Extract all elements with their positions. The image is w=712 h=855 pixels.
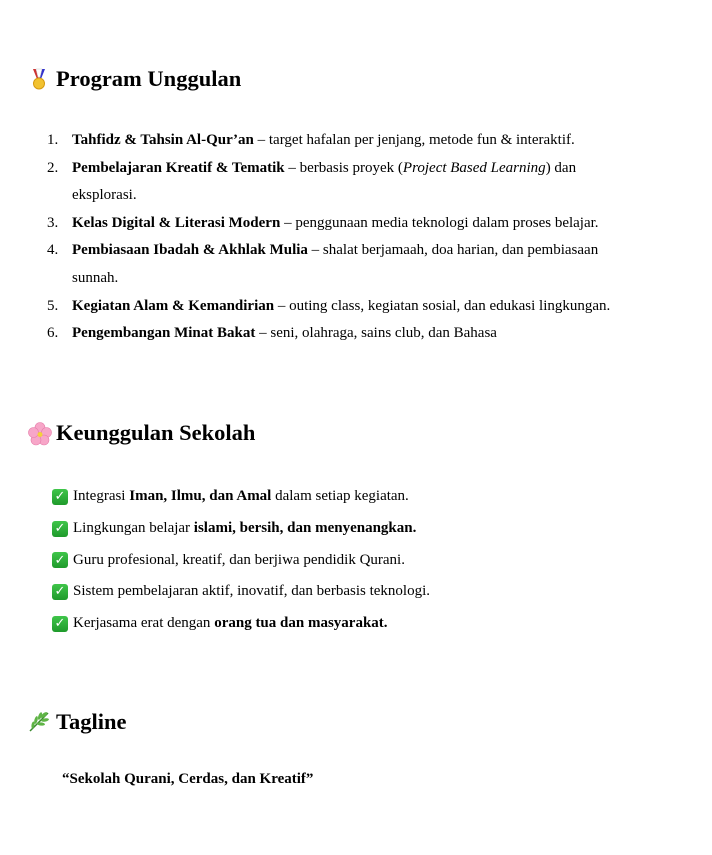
list-item-continuation [0, 182, 610, 210]
item-description: – penggunaan media teknologi dalam proses belajar. [280, 214, 599, 231]
list-item [0, 320, 610, 348]
check-mark-icon: ✓ [52, 552, 68, 568]
check-mark-icon: ✓ [52, 521, 68, 537]
item-number: 3. [47, 214, 59, 231]
item-description-end: ) dan [545, 159, 577, 176]
item-text [73, 488, 409, 505]
herb-icon [28, 711, 50, 733]
list-item [0, 127, 610, 155]
item-number: 2. [47, 159, 59, 176]
item-description: – berbasis proyek ( [284, 159, 403, 176]
item-italic: Project Based Learning [402, 159, 546, 176]
item-text-bold: islami, bersih, dan menyenangkan. [193, 520, 417, 537]
tagline-text: “Sekolah Qurani, Cerdas, dan Kreatif” [62, 771, 314, 787]
list-item [0, 210, 610, 238]
heading-text: Tagline [56, 709, 127, 734]
item-text-bold: Iman, Ilmu, dan Amal [129, 488, 272, 505]
item-continuation: sunnah. [72, 269, 119, 286]
item-title: Pengembangan Minat Bakat [72, 325, 256, 342]
list-item [52, 513, 430, 545]
list-item [0, 293, 610, 321]
heading-tagline [28, 709, 126, 735]
item-title: Pembiasaan Ibadah & Akhlak Mulia [72, 242, 308, 259]
item-title: Tahfidz & Tahsin Al-Qur’an [72, 132, 254, 148]
heading-program-unggulan [28, 66, 241, 92]
item-number: 5. [47, 297, 59, 314]
item-number: 6. [47, 325, 59, 342]
list-item [52, 544, 430, 576]
item-text-pre: Integrasi [73, 488, 130, 505]
check-mark-icon: ✓ [52, 584, 68, 600]
item-text [73, 552, 405, 569]
list-item [0, 237, 610, 265]
item-title: Pembelajaran Kreatif & Tematik [72, 159, 285, 176]
item-text-bold: orang tua dan masyarakat. [214, 615, 388, 632]
item-text-pre: Guru profesional, kreatif, dan berjiwa pendidik Qurani. [73, 551, 405, 568]
item-description: – seni, olahraga, sains club, dan Bahasa [255, 325, 497, 342]
list-item [52, 576, 430, 608]
item-description: – shalat berjamaah, doa harian, dan pembiasaan [307, 242, 599, 259]
item-number: 1. [47, 132, 59, 148]
item-text [73, 615, 388, 632]
check-mark-icon: ✓ [52, 489, 68, 505]
item-text-pre: Lingkungan belajar [73, 520, 194, 537]
list-item [52, 608, 430, 640]
keunggulan-list [52, 481, 430, 639]
item-description: – target hafalan per jenjang, metode fun & interaktif. [253, 132, 575, 148]
heading-text: Program Unggulan [56, 66, 242, 91]
item-text-pre: Sistem pembelajaran aktif, inovatif, dan berbasis teknologi. [73, 583, 430, 600]
heading-keunggulan-sekolah [28, 420, 255, 446]
item-title: Kelas Digital & Literasi Modern [72, 214, 281, 231]
item-text-pre: Kerjasama erat dengan [73, 615, 215, 632]
item-description: – outing class, kegiatan sosial, dan edukasi lingkungan. [274, 297, 611, 314]
list-item-continuation [0, 265, 610, 293]
list-item [52, 481, 430, 513]
item-number: 4. [47, 242, 59, 259]
item-title: Kegiatan Alam & Kemandirian [72, 297, 275, 314]
item-text [73, 583, 430, 600]
program-list [0, 127, 610, 348]
check-mark-icon: ✓ [52, 616, 68, 632]
item-text [73, 520, 416, 537]
heading-text: Keunggulan Sekolah [56, 420, 256, 445]
medal-icon [28, 68, 50, 90]
cherry-blossom-icon [28, 422, 50, 444]
item-text-post: dalam setiap kegiatan. [271, 488, 409, 505]
item-continuation: eksplorasi. [72, 187, 137, 204]
list-item [0, 155, 610, 183]
